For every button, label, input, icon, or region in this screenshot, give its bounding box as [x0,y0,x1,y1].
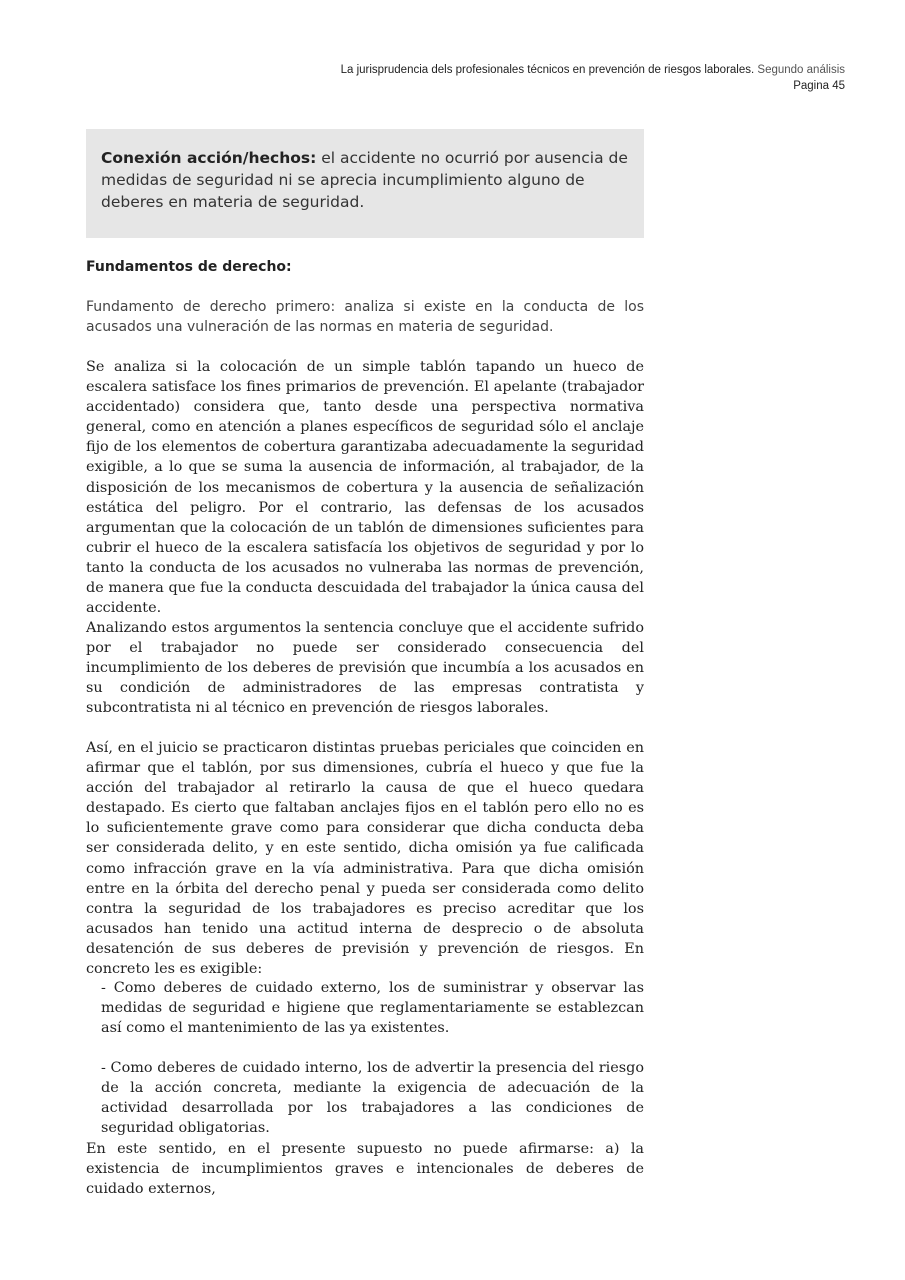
section-title: Fundamentos de derecho: [86,259,292,275]
body-paragraph: Analizando estos argumentos la sentencia concluye que el accidente sufrido por el trabajador no puede ser considerado consecuencia del incumplimiento de los deberes de previsión que incumbía a los acusados en su condición de administradores de las empresas contratista y subcontratista ni al técnico en prevención de riesgos laborales. [86,620,644,717]
summary-text: el accidente no ocurrió por ausencia de medidas de seguridad ni se aprecia incumplimiento alguno de deberes en materia de seguridad. [101,149,628,211]
page-number: Pagina 45 [793,80,845,92]
body-paragraph: Se analiza si la colocación de un simple tablón tapando un hueco de escalera satisface los fines primarios de prevención. El apelante (trabajador accidentado) considera que, tanto desde una perspectiva normativa general, como en atención a planes específicos de seguridad sólo el anclaje fijo de los elementos de cobertura garantizaba adecuadamente la seguridad exigible, a lo que se suma la ausencia de información, al trabajador, de la disposición de los mecanismos de cobertura y la ausencia de señalización estática del peligro. Por el contrario, las defensas de los acusados argumentan que la colocación de un tablón de dimensiones suficientes para cubrir el hueco de la escalera satisfacía los objetivos de seguridad y por lo tanto la conducta de los acusados no vulneraba las normas de prevención, de manera que fue la conducta descuidada del trabajador la única causa del accidente. [86,359,644,617]
body-paragraph: En este sentido, en el presente supuesto no puede afirmarse: a) la existencia de incumplimientos graves e intencionales de deberes de cuidado externos, [86,1141,644,1198]
bullet-item: - Como deberes de cuidado interno, los de advertir la presencia del riesgo de la acción concreta, mediante la exigencia de adecuación de la actividad desarrollada por los trabajadores a las condiciones de seguridad obligatorias. [101,1060,644,1137]
header-title: La jurisprudencia dels profesionales técnicos en prevención de riesgos laborales. [340,64,755,76]
bullet-item: - Como deberes de cuidado externo, los de suministrar y observar las medidas de seguridad e higiene que reglamentariamente se establezcan así como el mantenimiento de las ya existentes. [101,980,644,1037]
running-header [341,62,845,94]
header-line [341,62,845,78]
summary-box [86,129,644,238]
summary-label: Conexión acción/hechos: [101,149,317,167]
header-subtitle: Segundo análisis [757,64,845,76]
intro-paragraph: Fundamento de derecho primero: analiza si existe en la conducta de los acusados una vulneración de las normas en materia de seguridad. [86,299,644,335]
body-paragraph: Así, en el juicio se practicaron distintas pruebas periciales que coinciden en afirmar que el tablón, por sus dimensiones, cubría el hueco y que fue la acción del trabajador al retirarlo la causa de que el hueco quedara destapado. Es cierto que faltaban anclajes fijos en el tablón pero ello no es lo suficientemente grave como para considerar que dicha conducta deba ser considerada delito, y en este sentido, dicha omisión ya fue calificada como infracción grave en la vía administrativa. Para que dicha omisión entre en la órbita del derecho penal y pueda ser considerada como delito contra la seguridad de los trabajadores es preciso acreditar que los acusados han tenido una actitud interna de desprecio o de absoluta desatención de sus deberes de previsión y prevención de riesgos. En concreto les es exigible: [86,740,644,978]
